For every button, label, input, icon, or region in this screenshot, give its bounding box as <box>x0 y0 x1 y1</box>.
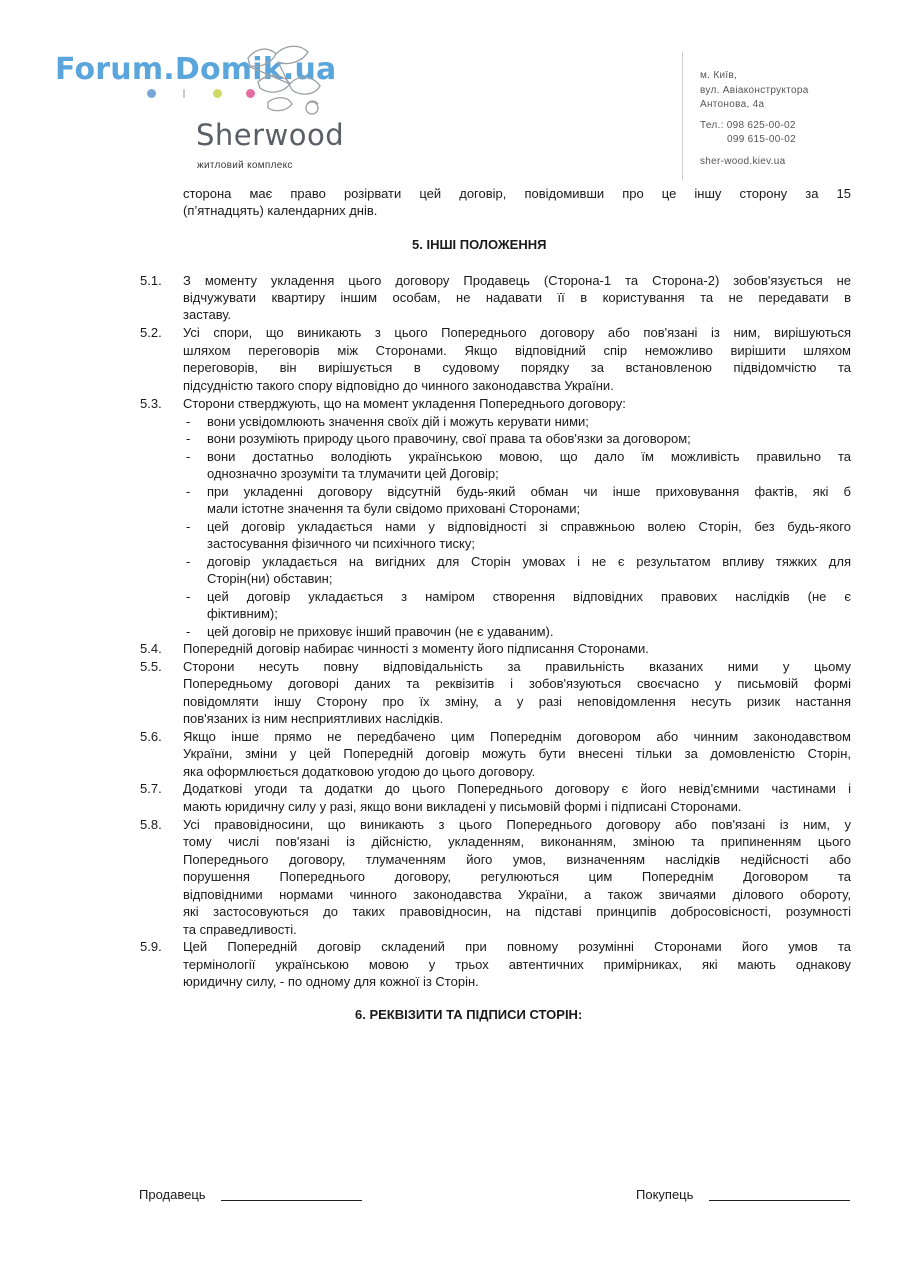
bullet-line: вони усвідомлюють значення своїх дій і можуть керувати ними; <box>207 414 589 429</box>
clause-line: підсудністю такого спору відповідно до чинного законодавства України. <box>183 378 614 393</box>
clause-line: порушення Попереднього договору, регулюються цим Попереднім Договором та <box>183 869 851 884</box>
contact-street2: Антонова, 4а <box>700 99 765 110</box>
clause-line: Попередньому договорі даних та реквізитів і зобов'язуються своєчасно у письмовій формі <box>183 676 851 691</box>
bullet-dash: - <box>186 519 191 534</box>
clause-line: Сторони стверджують, що на момент укладення Попереднього договору: <box>183 396 626 411</box>
bullet-line: фіктивним); <box>207 606 278 621</box>
clause-line: мають юридичну силу у разі, якщо вони викладені у письмовій формі і підписані Сторонами. <box>183 799 742 814</box>
blue-dot <box>147 89 156 98</box>
clause-line: Сторони несуть повну відповідальність за правильність вказаних ними у цьому <box>183 659 851 674</box>
clause-number: 5.1. <box>140 273 162 288</box>
bullet-line: при укладенні договору відсутній будь-який обман чи інше приховування фактів, які б <box>207 484 851 499</box>
intro-line: (п’ятнадцять) календарних днів. <box>183 203 378 218</box>
clause-line: тому числі пов'язані із дійсністю, укладенням, виконанням, зміною та припиненням цього <box>183 834 851 849</box>
clause-line: Попередній договір набирає чинності з моменту його підписання Сторонами. <box>183 641 649 656</box>
bullet-dash: - <box>186 554 191 569</box>
bullet-line: мали істотне значення та були свідомо приховані Сторонами; <box>207 501 581 516</box>
bullet-line: однозначно зрозуміти та тлумачити цей Договір; <box>207 466 499 481</box>
section-heading: 5. ІНШІ ПОЛОЖЕННЯ <box>412 237 547 252</box>
clause-number: 5.4. <box>140 641 162 656</box>
clause-line: шляхом переговорів між Сторонами. Якщо відповідний спір неможливо вирішити шляхом <box>183 343 851 358</box>
bullet-line: застосування фізичного чи психічного тиску; <box>207 536 475 551</box>
clause-line: переговорів, він вирішується в судовому порядку за встановленою підвідомчістю та <box>183 360 851 375</box>
bullet-dash: - <box>186 589 191 604</box>
bullet-line: цей договір укладається нами у відповідності зі справжньою волею Сторін, без будь-якого <box>207 519 851 534</box>
bullet-dash: - <box>186 624 191 639</box>
clause-line: пов'язаних із ним несприятливих наслідків. <box>183 711 444 726</box>
bullet-dash: - <box>186 431 191 446</box>
clause-line: Якщо інше прямо не передбачено цим Попереднім договором або чинним законодавством <box>183 729 851 744</box>
watermark-text: Forum.Domik.ua <box>55 52 337 87</box>
bullet-line: договір укладається на вигідних для Сторін умовах і не є результатом впливу тяжких для <box>207 554 851 569</box>
clause-line: Попереднього договору, тлумаченням його умов, визначенням наслідків недійсності або <box>183 852 851 867</box>
clause-line: повідомляти іншу Сторону про їх зміну, а у разі неповідомлення несуть ризик настання <box>183 694 851 709</box>
header-divider <box>682 52 683 180</box>
clause-number: 5.5. <box>140 659 162 674</box>
clause-line: Додаткові угоди та додатки до цього Попереднього договору є його невід'ємними частинами і <box>183 781 851 796</box>
seller-signature-line <box>221 1200 362 1201</box>
bullet-dash: - <box>186 449 191 464</box>
clause-line: які застосовуються до таких правовідносин, на підставі принципів добросовісності, розумності <box>183 904 851 919</box>
brand-logo-text: Sherwood <box>196 118 345 152</box>
clause-number: 5.6. <box>140 729 162 744</box>
buyer-signature-line <box>709 1200 850 1201</box>
bullet-dash: - <box>186 484 191 499</box>
intro-line: сторона має право розірвати цей договір, повідомивши про це іншу сторону за 15 <box>183 186 851 201</box>
clause-line: юридичну силу, - по одному для кожної із Сторін. <box>183 974 479 989</box>
clause-number: 5.8. <box>140 817 162 832</box>
oak-leaf-icon <box>228 38 338 122</box>
contact-city: м. Київ, <box>700 70 738 81</box>
contact-website: sher-wood.kiev.ua <box>700 156 786 167</box>
bullet-dash: - <box>186 414 191 429</box>
brand-subtitle: житловий комплекс <box>197 160 293 171</box>
contact-phone-1: Тел.: 098 625-00-02 <box>700 120 796 131</box>
clause-number: 5.2. <box>140 325 162 340</box>
clause-line: Цей Попередній договір складений при повному розумінні Сторонами його умов та <box>183 939 851 954</box>
contact-phone-2: 099 615-00-02 <box>727 134 796 145</box>
clause-line: відчужувати квартиру іншим особам, не надавати її в користування та не передавати в <box>183 290 851 305</box>
clause-number: 5.9. <box>140 939 162 954</box>
bullet-line: цей договір укладається з наміром створення відповідних правових наслідків (не є <box>207 589 851 604</box>
section-heading: 6. РЕКВІЗИТИ ТА ПІДПИСИ СТОРІН: <box>355 1007 583 1022</box>
bullet-line: цей договір не приховує інший правочин (не є удаваним). <box>207 624 554 639</box>
clause-line: України, зміни у цей Попередній договір можуть бути внесені тільки за домовленістю Сторін, <box>183 746 851 761</box>
clause-line: та справедливості. <box>183 922 297 937</box>
bullet-line: вони достатньо володіють українською мовою, що дало їм можливість правильно та <box>207 449 851 464</box>
clause-line: З моменту укладення цього договору Продавець (Сторона-1 та Сторона-2) зобов'язується не <box>183 273 851 288</box>
clause-line: термінології українською мовою у трьох автентичних примірниках, які мають однакову <box>183 957 851 972</box>
clause-line: Усі спори, що виникають з цього Попереднього договору або пов'язані із ним, вирішуються <box>183 325 851 340</box>
gray-dot <box>183 89 185 98</box>
clause-line: яка оформлюється додатковою угодою до цього договору. <box>183 764 536 779</box>
green-dot <box>213 89 222 98</box>
bullet-line: Сторін(ни) обставин; <box>207 571 333 586</box>
bullet-line: вони розуміють природу цього правочину, свої права та обов'язки за договором; <box>207 431 691 446</box>
clause-line: Усі правовідносини, що виникають з цього Попереднього договору або пов'язані із ним, у <box>183 817 851 832</box>
clause-line: заставу. <box>183 307 232 322</box>
contact-street: вул. Авіаконструктора <box>700 85 809 96</box>
clause-number: 5.7. <box>140 781 162 796</box>
clause-line: відповідними нормами чинного законодавства України, а також звичаями ділового обороту, <box>183 887 851 902</box>
clause-number: 5.3. <box>140 396 162 411</box>
seller-signature-label: Продавець <box>139 1187 206 1202</box>
buyer-signature-label: Покупець <box>636 1187 694 1202</box>
